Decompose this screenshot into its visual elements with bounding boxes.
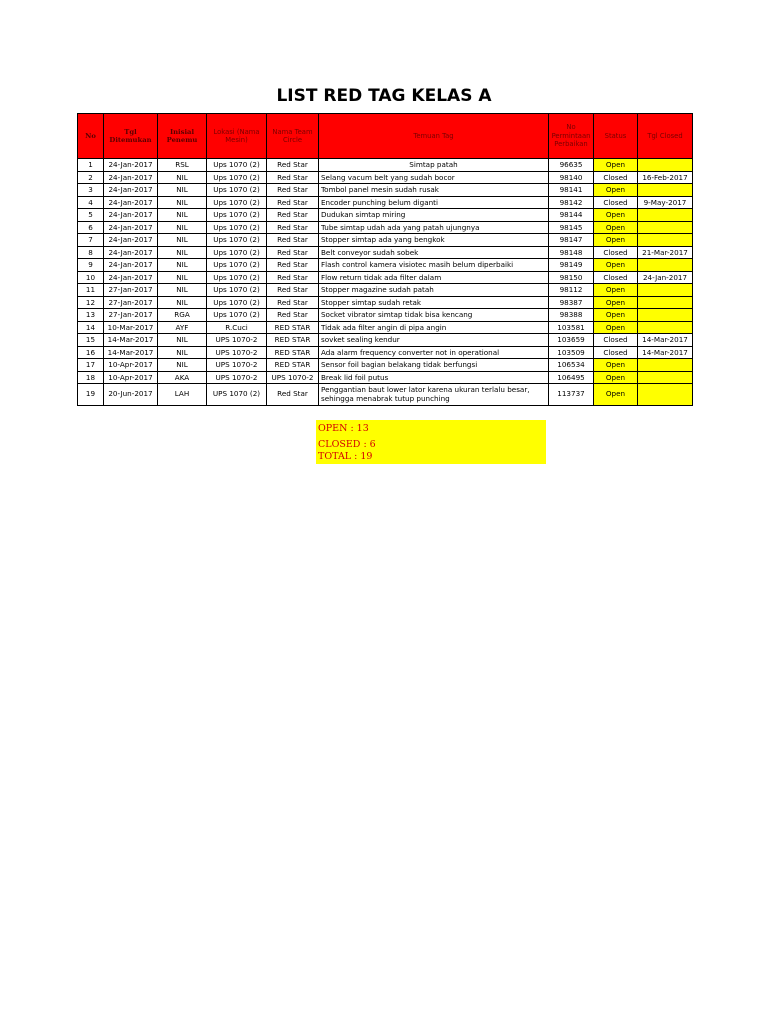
header-temuan: Temuan Tag	[319, 114, 549, 159]
cell-no: 10	[78, 271, 104, 284]
cell-no-permintaan: 98142	[549, 196, 594, 209]
cell-inisial: NIL	[158, 196, 207, 209]
cell-no: 3	[78, 184, 104, 197]
cell-status: Open	[594, 209, 638, 222]
cell-no-permintaan: 98141	[549, 184, 594, 197]
header-inisial-penemu: Inisial Penemu	[158, 114, 207, 159]
cell-tgl-ditemukan: 27-Jan-2017	[104, 296, 158, 309]
cell-status: Open	[594, 371, 638, 384]
cell-team: Red Star	[267, 184, 319, 197]
table-row	[78, 184, 693, 197]
table-row	[78, 196, 693, 209]
cell-inisial: NIL	[158, 346, 207, 359]
cell-temuan: Sensor foil bagian belakang tidak berfungsi	[319, 359, 549, 372]
cell-tgl-ditemukan: 24-Jan-2017	[104, 196, 158, 209]
cell-lokasi: R.Cuci	[207, 321, 267, 334]
cell-tgl-ditemukan: 24-Jan-2017	[104, 159, 158, 172]
cell-lokasi: UPS 1070-2	[207, 359, 267, 372]
table-header-row	[78, 114, 693, 159]
header-status: Status	[594, 114, 638, 159]
cell-no: 16	[78, 346, 104, 359]
table-row	[78, 371, 693, 384]
cell-inisial: NIL	[158, 359, 207, 372]
cell-tgl-closed	[638, 284, 693, 297]
cell-lokasi: UPS 1070 (2)	[207, 384, 267, 406]
table-row	[78, 334, 693, 347]
cell-team: Red Star	[267, 259, 319, 272]
cell-status: Open	[594, 259, 638, 272]
cell-tgl-ditemukan: 10-Apr-2017	[104, 359, 158, 372]
cell-inisial: NIL	[158, 171, 207, 184]
summary-total: TOTAL : 19	[318, 451, 373, 462]
cell-team: Red Star	[267, 234, 319, 247]
cell-tgl-ditemukan: 24-Jan-2017	[104, 246, 158, 259]
cell-team: Red Star	[267, 221, 319, 234]
cell-no-permintaan: 98140	[549, 171, 594, 184]
cell-lokasi: Ups 1070 (2)	[207, 196, 267, 209]
cell-inisial: NIL	[158, 246, 207, 259]
cell-tgl-closed	[638, 384, 693, 406]
cell-lokasi: UPS 1070-2	[207, 371, 267, 384]
cell-no-permintaan: 98147	[549, 234, 594, 247]
cell-inisial: RSL	[158, 159, 207, 172]
cell-lokasi: Ups 1070 (2)	[207, 159, 267, 172]
cell-no: 11	[78, 284, 104, 297]
cell-status: Closed	[594, 171, 638, 184]
cell-temuan: sovket sealing kendur	[319, 334, 549, 347]
cell-no-permintaan: 98112	[549, 284, 594, 297]
cell-no: 6	[78, 221, 104, 234]
table-row	[78, 346, 693, 359]
red-tag-table	[77, 113, 693, 406]
table-row	[78, 171, 693, 184]
summary-closed: CLOSED : 6	[318, 439, 376, 450]
cell-no: 5	[78, 209, 104, 222]
cell-status: Open	[594, 359, 638, 372]
table-row	[78, 284, 693, 297]
cell-status: Open	[594, 384, 638, 406]
table-body	[78, 159, 693, 406]
cell-no: 12	[78, 296, 104, 309]
cell-no: 17	[78, 359, 104, 372]
cell-lokasi: Ups 1070 (2)	[207, 284, 267, 297]
cell-team: RED STAR	[267, 321, 319, 334]
cell-status: Open	[594, 284, 638, 297]
cell-temuan: Tube simtap udah ada yang patah ujungnya	[319, 221, 549, 234]
cell-tgl-closed: 21-Mar-2017	[638, 246, 693, 259]
cell-lokasi: Ups 1070 (2)	[207, 234, 267, 247]
cell-lokasi: Ups 1070 (2)	[207, 171, 267, 184]
cell-team: Red Star	[267, 159, 319, 172]
cell-no-permintaan: 98145	[549, 221, 594, 234]
cell-inisial: NIL	[158, 296, 207, 309]
cell-no-permintaan: 98388	[549, 309, 594, 322]
cell-tgl-closed: 9-May-2017	[638, 196, 693, 209]
header-no-permintaan: No Permintaan Perbaikan	[549, 114, 594, 159]
cell-team: UPS 1070-2	[267, 371, 319, 384]
header-tgl-ditemukan: Tgl Ditemukan	[104, 114, 158, 159]
cell-team: Red Star	[267, 296, 319, 309]
table-row	[78, 384, 693, 406]
cell-tgl-ditemukan: 24-Jan-2017	[104, 234, 158, 247]
cell-status: Open	[594, 234, 638, 247]
page-title: LIST RED TAG KELAS A	[276, 86, 492, 106]
cell-no-permintaan: 98144	[549, 209, 594, 222]
cell-lokasi: Ups 1070 (2)	[207, 296, 267, 309]
cell-no-permintaan: 106495	[549, 371, 594, 384]
cell-no-permintaan: 103659	[549, 334, 594, 347]
cell-no: 15	[78, 334, 104, 347]
cell-no-permintaan: 106534	[549, 359, 594, 372]
cell-tgl-ditemukan: 24-Jan-2017	[104, 259, 158, 272]
cell-tgl-closed	[638, 209, 693, 222]
cell-no-permintaan: 98150	[549, 271, 594, 284]
cell-tgl-closed	[638, 321, 693, 334]
cell-no-permintaan: 98149	[549, 259, 594, 272]
cell-tgl-ditemukan: 14-Mar-2017	[104, 334, 158, 347]
cell-temuan: Stopper simtap sudah retak	[319, 296, 549, 309]
header-tgl-closed: Tgl Closed	[638, 114, 693, 159]
status-summary	[316, 420, 546, 464]
cell-temuan: Tidak ada filter angin di pipa angin	[319, 321, 549, 334]
cell-no: 4	[78, 196, 104, 209]
header-nama-team: Nama Team Circle	[267, 114, 319, 159]
cell-lokasi: Ups 1070 (2)	[207, 271, 267, 284]
cell-tgl-closed	[638, 184, 693, 197]
cell-tgl-closed	[638, 359, 693, 372]
cell-temuan: Belt conveyor sudah sobek	[319, 246, 549, 259]
cell-tgl-closed: 24-Jan-2017	[638, 271, 693, 284]
cell-no-permintaan: 103509	[549, 346, 594, 359]
cell-tgl-closed	[638, 371, 693, 384]
table-row	[78, 259, 693, 272]
cell-inisial: NIL	[158, 284, 207, 297]
table-row	[78, 159, 693, 172]
cell-no: 2	[78, 171, 104, 184]
table-row	[78, 209, 693, 222]
cell-no-permintaan: 98387	[549, 296, 594, 309]
cell-status: Open	[594, 309, 638, 322]
table-row	[78, 271, 693, 284]
cell-inisial: AKA	[158, 371, 207, 384]
cell-no: 19	[78, 384, 104, 406]
cell-temuan: Tombol panel mesin sudah rusak	[319, 184, 549, 197]
cell-no: 18	[78, 371, 104, 384]
cell-team: Red Star	[267, 209, 319, 222]
cell-inisial: LAH	[158, 384, 207, 406]
cell-temuan: Penggantian baut lower lator karena ukuran terlalu besar, sehingga menabrak tutup punching	[319, 384, 549, 406]
cell-temuan: Selang vacum belt yang sudah bocor	[319, 171, 549, 184]
cell-lokasi: Ups 1070 (2)	[207, 209, 267, 222]
cell-status: Open	[594, 321, 638, 334]
cell-inisial: NIL	[158, 259, 207, 272]
table-row	[78, 321, 693, 334]
cell-inisial: NIL	[158, 221, 207, 234]
cell-lokasi: UPS 1070-2	[207, 346, 267, 359]
cell-inisial: NIL	[158, 209, 207, 222]
cell-tgl-closed	[638, 159, 693, 172]
table-row	[78, 309, 693, 322]
cell-no: 8	[78, 246, 104, 259]
cell-no-permintaan: 113737	[549, 384, 594, 406]
cell-inisial: AYF	[158, 321, 207, 334]
cell-lokasi: UPS 1070-2	[207, 334, 267, 347]
cell-tgl-ditemukan: 10-Apr-2017	[104, 371, 158, 384]
cell-tgl-ditemukan: 24-Jan-2017	[104, 209, 158, 222]
cell-lokasi: Ups 1070 (2)	[207, 259, 267, 272]
cell-team: Red Star	[267, 309, 319, 322]
cell-temuan: Flash control kamera visiotec masih belum diperbaiki	[319, 259, 549, 272]
cell-tgl-closed	[638, 296, 693, 309]
cell-temuan: Socket vibrator simtap tidak bisa kencang	[319, 309, 549, 322]
cell-lokasi: Ups 1070 (2)	[207, 221, 267, 234]
cell-status: Open	[594, 221, 638, 234]
table-row	[78, 234, 693, 247]
cell-team: Red Star	[267, 196, 319, 209]
cell-inisial: NIL	[158, 234, 207, 247]
table-row	[78, 296, 693, 309]
cell-tgl-ditemukan: 27-Jan-2017	[104, 284, 158, 297]
cell-no: 9	[78, 259, 104, 272]
summary-open: OPEN : 13	[318, 423, 369, 434]
cell-tgl-ditemukan: 10-Mar-2017	[104, 321, 158, 334]
cell-tgl-ditemukan: 24-Jan-2017	[104, 271, 158, 284]
cell-temuan: Break lid foil putus	[319, 371, 549, 384]
cell-team: RED STAR	[267, 359, 319, 372]
cell-no-permintaan: 103581	[549, 321, 594, 334]
cell-tgl-ditemukan: 14-Mar-2017	[104, 346, 158, 359]
cell-tgl-ditemukan: 27-Jan-2017	[104, 309, 158, 322]
cell-tgl-closed: 14-Mar-2017	[638, 346, 693, 359]
cell-team: RED STAR	[267, 346, 319, 359]
cell-temuan: Flow return tidak ada filter dalam	[319, 271, 549, 284]
cell-inisial: NIL	[158, 271, 207, 284]
cell-team: RED STAR	[267, 334, 319, 347]
cell-tgl-closed	[638, 234, 693, 247]
cell-team: Red Star	[267, 284, 319, 297]
cell-status: Open	[594, 184, 638, 197]
cell-no: 14	[78, 321, 104, 334]
cell-no: 1	[78, 159, 104, 172]
cell-tgl-ditemukan: 24-Jan-2017	[104, 221, 158, 234]
cell-temuan: Ada alarm frequency converter not in operational	[319, 346, 549, 359]
table-row	[78, 246, 693, 259]
table-row	[78, 221, 693, 234]
cell-temuan: Dudukan simtap miring	[319, 209, 549, 222]
table-row	[78, 359, 693, 372]
cell-lokasi: Ups 1070 (2)	[207, 184, 267, 197]
cell-team: Red Star	[267, 246, 319, 259]
header-no: No	[78, 114, 104, 159]
cell-temuan: Simtap patah	[319, 159, 549, 172]
cell-status: Closed	[594, 246, 638, 259]
cell-status: Closed	[594, 271, 638, 284]
cell-no-permintaan: 96635	[549, 159, 594, 172]
cell-temuan: Stopper magazine sudah patah	[319, 284, 549, 297]
cell-tgl-ditemukan: 20-Jun-2017	[104, 384, 158, 406]
cell-tgl-closed	[638, 309, 693, 322]
cell-tgl-closed	[638, 259, 693, 272]
cell-team: Red Star	[267, 271, 319, 284]
cell-tgl-closed	[638, 221, 693, 234]
cell-lokasi: Ups 1070 (2)	[207, 309, 267, 322]
cell-no: 7	[78, 234, 104, 247]
cell-status: Closed	[594, 346, 638, 359]
cell-status: Closed	[594, 196, 638, 209]
cell-status: Open	[594, 159, 638, 172]
cell-team: Red Star	[267, 384, 319, 406]
header-lokasi: Lokasi (Nama Mesin)	[207, 114, 267, 159]
cell-team: Red Star	[267, 171, 319, 184]
cell-status: Closed	[594, 334, 638, 347]
cell-no: 13	[78, 309, 104, 322]
cell-no-permintaan: 98148	[549, 246, 594, 259]
cell-tgl-ditemukan: 24-Jan-2017	[104, 184, 158, 197]
cell-temuan: Encoder punching belum diganti	[319, 196, 549, 209]
cell-tgl-closed: 16-Feb-2017	[638, 171, 693, 184]
cell-lokasi: Ups 1070 (2)	[207, 246, 267, 259]
cell-inisial: NIL	[158, 184, 207, 197]
cell-temuan: Stopper simtap ada yang bengkok	[319, 234, 549, 247]
cell-tgl-closed: 14-Mar-2017	[638, 334, 693, 347]
cell-status: Open	[594, 296, 638, 309]
cell-tgl-ditemukan: 24-Jan-2017	[104, 171, 158, 184]
cell-inisial: RGA	[158, 309, 207, 322]
cell-inisial: NIL	[158, 334, 207, 347]
